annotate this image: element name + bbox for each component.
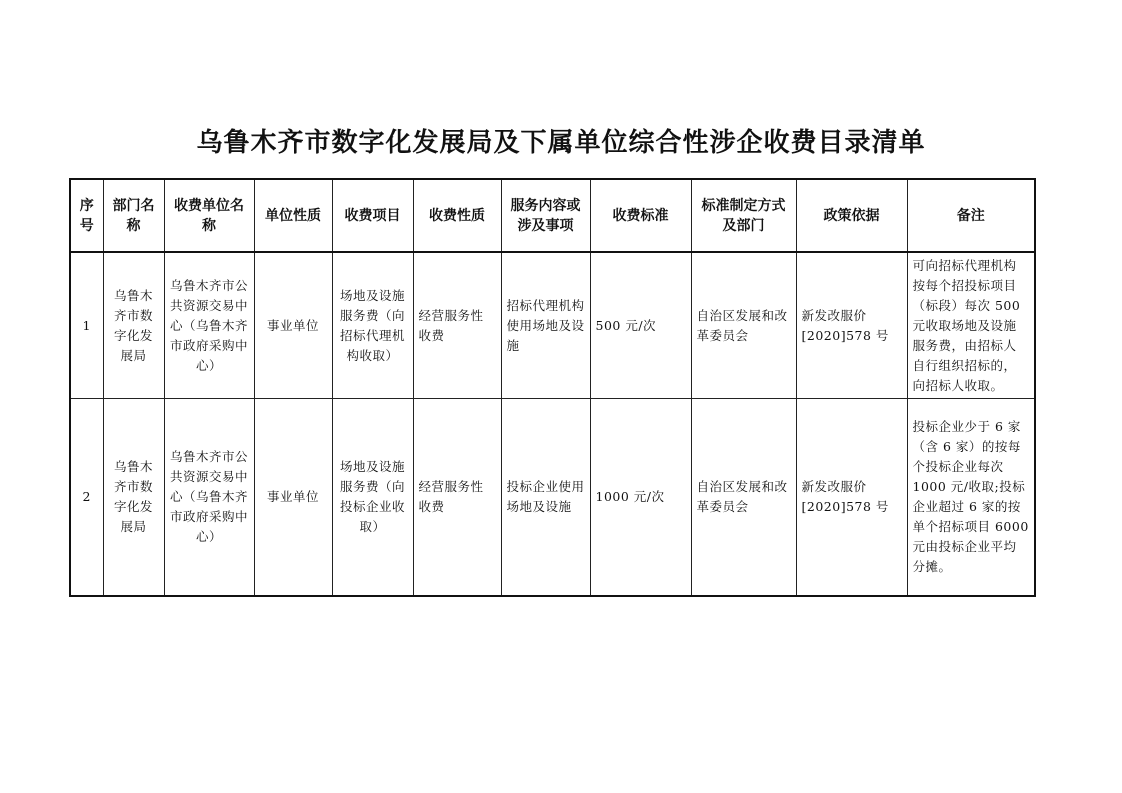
cell-remark: 可向招标代理机构按每个招投标项目（标段）每次 500 元收取场地及设施服务费，由招标人自行组织招标的，向招标人收取。 bbox=[907, 252, 1035, 399]
header-fee-nature: 收费性质 bbox=[413, 179, 501, 252]
table-row bbox=[70, 252, 1035, 399]
cell-service: 投标企业使用场地及设施 bbox=[501, 399, 590, 597]
cell-item: 场地及设施服务费（向招标代理机构收取） bbox=[332, 252, 413, 399]
header-item: 收费项目 bbox=[332, 179, 413, 252]
header-no: 序号 bbox=[70, 179, 103, 252]
cell-remark: 投标企业少于 6 家（含 6 家）的按每个投标企业每次 1000 元/收取;投标企业超过 6 家的按单个招标项目 6000 元由投标企业平均分摊。 bbox=[907, 399, 1035, 597]
table-header-row bbox=[70, 179, 1035, 252]
page-title: 乌鲁木齐市数字化发展局及下属单位综合性涉企收费目录清单 bbox=[196, 128, 926, 158]
cell-unit: 乌鲁木齐市公共资源交易中心（乌鲁木齐市政府采购中心） bbox=[164, 399, 254, 597]
cell-no: 1 bbox=[70, 252, 103, 399]
cell-department: 乌鲁木齐市数字化发展局 bbox=[103, 252, 164, 399]
header-setter: 标准制定方式及部门 bbox=[691, 179, 796, 252]
cell-department: 乌鲁木齐市数字化发展局 bbox=[103, 399, 164, 597]
cell-setter: 自治区发展和改革委员会 bbox=[691, 399, 796, 597]
table-row bbox=[70, 399, 1035, 597]
header-service: 服务内容或涉及事项 bbox=[501, 179, 590, 252]
cell-standard: 500 元/次 bbox=[590, 252, 691, 399]
header-basis: 政策依据 bbox=[796, 179, 907, 252]
cell-item: 场地及设施服务费（向投标企业收取） bbox=[332, 399, 413, 597]
cell-no: 2 bbox=[70, 399, 103, 597]
header-standard: 收费标准 bbox=[590, 179, 691, 252]
cell-unit-nature: 事业单位 bbox=[254, 252, 332, 399]
cell-fee-nature: 经营服务性收费 bbox=[413, 252, 501, 399]
cell-unit-nature: 事业单位 bbox=[254, 399, 332, 597]
cell-unit: 乌鲁木齐市公共资源交易中心（乌鲁木齐市政府采购中心） bbox=[164, 252, 254, 399]
fee-catalog-table bbox=[69, 178, 1036, 597]
header-department: 部门名称 bbox=[103, 179, 164, 252]
cell-standard: 1000 元/次 bbox=[590, 399, 691, 597]
cell-basis: 新发改服价[2020]578 号 bbox=[796, 252, 907, 399]
header-unit-nature: 单位性质 bbox=[254, 179, 332, 252]
header-unit: 收费单位名称 bbox=[164, 179, 254, 252]
cell-setter: 自治区发展和改革委员会 bbox=[691, 252, 796, 399]
header-remark: 备注 bbox=[907, 179, 1035, 252]
cell-basis: 新发改服价[2020]578 号 bbox=[796, 399, 907, 597]
cell-fee-nature: 经营服务性收费 bbox=[413, 399, 501, 597]
cell-service: 招标代理机构使用场地及设施 bbox=[501, 252, 590, 399]
